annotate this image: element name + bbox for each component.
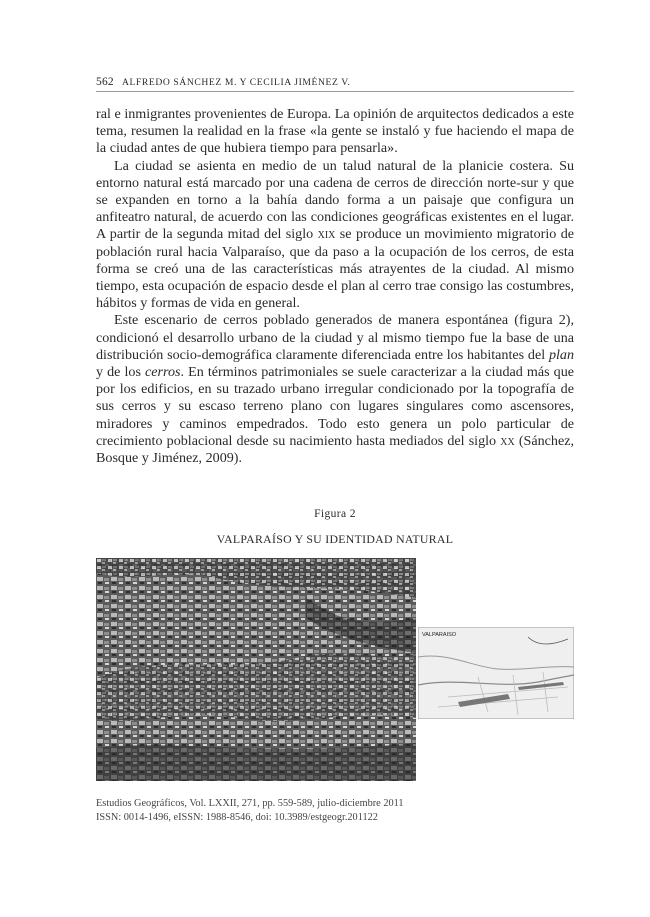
- paragraph-1: [96, 106, 574, 158]
- header-authors: ALFREDO SÁNCHEZ M. Y CECILIA JIMÉNEZ V.: [121, 77, 351, 88]
- paragraph-1-text: ral e inmigrantes provenientes de Europa. La opinión de arquitectos dedicados a este tema, resumen la realidad en la frase «la gente se instaló y fue haciendo el mapa de la ciudad antes de que hubiera tiempo para pensarla».: [96, 106, 574, 157]
- paragraph-3-text-b: y de los: [96, 364, 146, 381]
- term-cerros: cerros: [145, 364, 181, 381]
- city-map: [418, 627, 574, 719]
- paragraph-3-text-a: Este escenario de cerros poblado generados de manera espontánea (figura 2), condicionó el desarrollo urbano de la ciudad y al mismo tiempo fue la base de una distribución socio-demográfica claramente diferenciada entre los habitantes del: [96, 312, 574, 363]
- paragraph-2-text-a: La ciudad se asienta en medio de un talud natural de la planicie costera. Su entorno natural está marcado por una cadena de cerros de dirección norte-sur y que se expanden en torno a la bahía dando forma a un paisaje que configura un anfiteatro natural, de acuerdo con las condiciones geográficas existentes en el lugar. A partir de la segunda mitad del siglo: [96, 157, 574, 243]
- century-xix: xix: [317, 226, 336, 243]
- page-number: 562: [96, 76, 114, 88]
- term-plan: plan: [548, 346, 574, 363]
- paragraph-2: [96, 158, 574, 313]
- body-text: [96, 106, 574, 467]
- paragraph-3-text-c: . En términos patrimoniales se suele caracterizar a la ciudad más que por los edificios, en su trazado urbano irregular condicionado por la topografía de sus cerros y su escaso terreno plano con lugares singulares como ascensores, miradores y caminos empedrados. Todo esto genera un polo particular de crecimiento poblacional desde su nacimiento hasta mediados del siglo: [96, 364, 574, 449]
- page-footer: [96, 797, 574, 824]
- footer-issn: ISSN: 0014-1496, eISSN: 1988-8546, doi: 10.3989/estgeogr.201122: [96, 811, 378, 823]
- paragraph-3: [96, 312, 574, 467]
- footer-citation: Estudios Geográficos, Vol. LXXII, 271, pp. 559-589, julio-diciembre 2011: [96, 798, 404, 809]
- map-label: VALPARAISO: [422, 632, 457, 638]
- century-xx: xx: [500, 432, 515, 449]
- running-header: [96, 76, 574, 90]
- header-rule: [96, 91, 574, 92]
- paragraph-3-text-d: (Sánchez, Bosque y Jiménez, 2009).: [96, 432, 574, 467]
- figure-label: Figura 2: [314, 508, 356, 520]
- city-hills-photo: [96, 558, 416, 781]
- paragraph-2-text-b: se produce un movimiento migratorio de población rural hacia Valparaíso, que da paso a la ocupación de los cerros, de esta forma se creó una de las características más atrayentes de la ciudad. Al mismo tiempo, esta ocupación de espacio desde el plan al cerro trae consigo las costumbres, hábitos y formas de vida en general.: [96, 226, 574, 312]
- figure-title: VALPARAÍSO Y SU IDENTIDAD NATURAL: [216, 532, 454, 546]
